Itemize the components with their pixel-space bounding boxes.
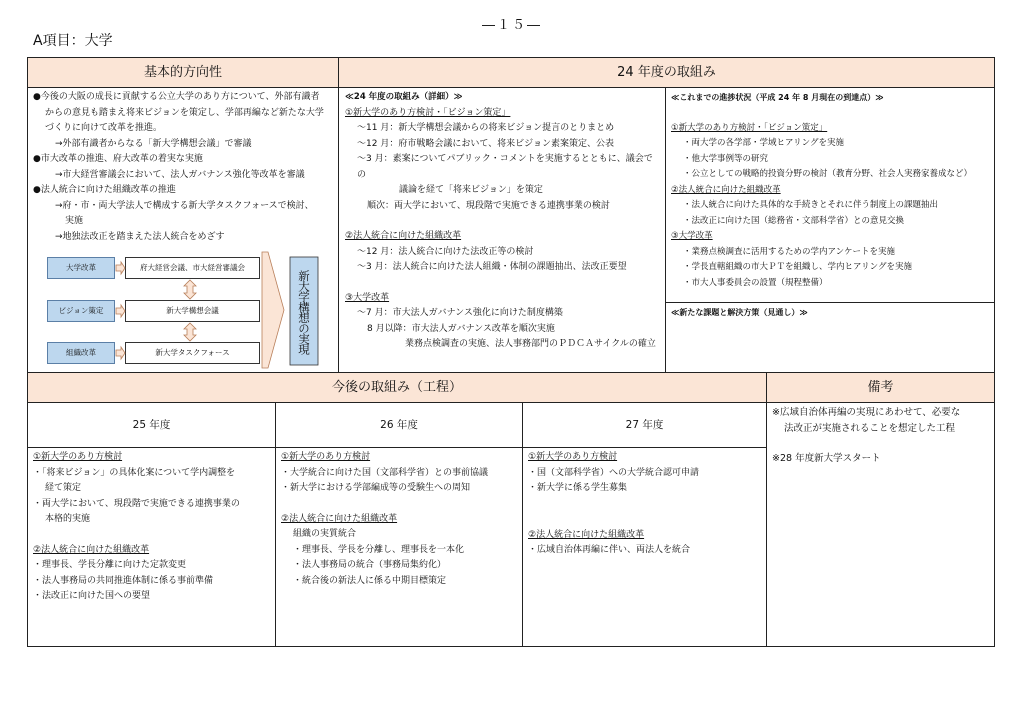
year-25-line: ・「将来ビジョン」の具体化案について学内調整を: [33, 467, 236, 478]
policy-line: づくりに向けて改革を推進。: [45, 123, 163, 133]
policy-line: ●今後の大阪の成長に貢献する公立大学のあり方について、外部有識者: [33, 92, 320, 102]
right-arrow-icon: [116, 262, 125, 359]
future-title: 今後の取組み（工程）: [331, 380, 462, 395]
fy24-detail-section-title: ①新大学のあり方検討・「ビジョン策定」: [345, 107, 511, 118]
fy24-progress-heading: ≪これまでの進捗状況（平成 24 年 8 月現在の到達点）≫: [671, 93, 884, 102]
year-27-block-title: ①新大学のあり方検討: [528, 452, 618, 462]
fy24-detail-line: ～3 月：法人統合に向けた法人組織・体制の課題抽出、法改正要望: [357, 262, 627, 272]
year-26-line: 組織の実質統合: [293, 529, 357, 539]
year-26-content: [275, 447, 523, 647]
year-26-line: ・理事長、学長を分離し、理事長を一本化: [293, 544, 465, 555]
remarks-header: [766, 372, 995, 403]
year-25-block-title: ①新大学のあり方検討: [33, 452, 123, 462]
fy24-progress-section-title: ③大学改革: [671, 231, 713, 241]
year-25-line: ・法改正に向けた国への要望: [33, 591, 151, 601]
policy-line: →地独法改正を踏まえた法人統合をめざす: [55, 231, 225, 242]
year-25-block-title: ②法人統合に向けた組織改革: [33, 544, 150, 555]
year-26-line: ・法人事務局の統合（事務局集約化）: [293, 560, 447, 570]
fy24-detail-line: 議論を経て「将来ビジョン」を策定: [399, 185, 543, 195]
fy24-issues-heading: ≪新たな課題と解決方策（見通し）≫: [671, 308, 808, 317]
fy24-progress-line: ・両大学の各学部・学域ヒアリングを実施: [683, 138, 844, 148]
fy24-detail-heading: ≪24 年度の取組み（詳細）≫: [345, 92, 463, 102]
fy24-detail-section-title: ②法人統合に向けた組織改革: [345, 231, 462, 241]
policy-line: →市大経営審議会において、法人ガバナンス強化等改革を審議: [55, 169, 305, 180]
fy24-progress-cell: [665, 87, 995, 303]
fy24-progress-line: ・他大学事例等の研究: [683, 153, 769, 164]
diagram-box-taskforce: 新大学タスクフォース: [125, 342, 260, 364]
big-arrow-icon: [262, 252, 284, 368]
year-26-block-title: ①新大学のあり方検討: [281, 452, 371, 462]
remarks-line: 法改正が実施されることを想定した工程: [784, 422, 956, 434]
year-27-line: ・新大学に係る学生募集: [528, 483, 628, 493]
year-27-block-title: ②法人統合に向けた組織改革: [528, 529, 645, 540]
policy-line: ●市大改革の推進、府大改革の着実な実施: [33, 154, 203, 164]
year-27-line: ・広域自治体再編に伴い、両法人を統合: [528, 545, 691, 555]
fy24-header: [338, 57, 995, 88]
policy-line: ●法人統合に向けた組織改革の推進: [33, 185, 176, 195]
fy24-issues-cell: [665, 302, 995, 373]
fy24-detail-line: 業務点検調査の実施、法人事務部門のＰＤＣＡサイクルの確立: [405, 339, 656, 349]
fy24-detail-cell: [338, 87, 666, 373]
policy-line: →外部有識者からなる「新大学構想会議」で審議: [55, 138, 252, 149]
diagram-connectors: [0, 0, 340, 380]
remarks-title: 備考: [867, 380, 894, 395]
diagram-box-management: 府大経営会議、市大経営審議会: [125, 257, 260, 279]
remarks-line: ※広域自治体再編の実現にあわせて、必要な: [772, 407, 961, 418]
fy24-detail-line: ～12 月：法人統合に向けた法改正等の検討: [357, 246, 534, 257]
future-header: [27, 372, 767, 403]
fy24-progress-section-title: ①新大学のあり方検討・「ビジョン策定」: [671, 122, 828, 133]
section-label: A項目：大学: [33, 33, 113, 49]
policy-line: からの意見も踏まえ将来ビジョンを策定し、学部再編など新たな大学: [45, 107, 324, 118]
year-25-line: ・法人事務局の共同推進体制に係る事前準備: [33, 575, 214, 586]
fy24-detail-line: ～11 月：新大学構想会議からの将来ビジョン提言のとりまとめ: [357, 123, 615, 133]
diagram-result-text: 新大学構想の実現: [297, 270, 311, 354]
diagram-label-university-reform: 大学改革: [47, 257, 115, 279]
diagram-label-organization: 組織改革: [47, 342, 115, 364]
diagram-label-vision: ビジョン策定: [47, 300, 115, 322]
fy24-detail-section-title: ③大学改革: [345, 292, 390, 303]
policy-line: →府・市・両大学法人で構成する新大学タスクフォースで検討、: [55, 200, 314, 211]
year-25-line: ・理事長、学長分離に向けた定款変更: [33, 560, 187, 570]
page-number: ―１５―: [481, 18, 542, 33]
year-26-line: ・大学統合に向けた国（文部科学省）との事前協議: [281, 467, 489, 478]
year-25-line: 本格的実施: [45, 514, 91, 524]
fy24-progress-line: ・公立としての戦略的投資分野の検討（教育分野、社会人実務家養成など）: [683, 169, 973, 179]
fy24-progress-line: ・法改正に向けた国（総務省・文部科学省）との意見交換: [683, 215, 905, 226]
policy-line: 実施: [65, 216, 84, 226]
fy24-progress-line: ・学長直轄組織の市大ＰＴを組織し、学内ヒアリングを実施: [683, 262, 912, 272]
double-arrow-icon: [184, 280, 196, 341]
remarks-content: [766, 402, 995, 647]
fy24-progress-line: ・業務点検調査に活用するための学内アンケートを実施: [683, 246, 895, 257]
fy24-title: 24 年度の取組み: [617, 65, 716, 80]
fy24-progress-line: ・市大人事委員会の設置（規程整備）: [683, 277, 828, 288]
diagram-box-vision-council: 新大学構想会議: [125, 300, 260, 322]
year-header-26: 26 年度: [275, 402, 523, 448]
fy24-detail-line: ～3 月：素案についてパブリック・コメントを実施するとともに、議会での: [357, 154, 653, 180]
year-26-line: ・統合後の新法人に係る中期目標策定: [293, 575, 447, 586]
year-25-line: 経て策定: [45, 483, 82, 493]
year-header-27: 27 年度: [522, 402, 767, 448]
year-27-line: ・国（文部科学省）への大学統合認可申請: [528, 467, 700, 478]
year-27-content: [522, 447, 767, 647]
fy24-detail-line: 順次：両大学において、現段階で実施できる連携事業の検討: [367, 200, 610, 211]
fy24-detail-line: 8 月以降：市大法人ガバナンス改革を順次実施: [367, 323, 555, 334]
fy24-progress-line: ・法人統合に向けた具体的な手続きとそれに伴う制度上の課題抽出: [683, 200, 939, 210]
year-header-25: 25 年度: [27, 402, 276, 448]
year-26-line: ・新大学における学部編成等の受験生への周知: [281, 483, 471, 493]
fy24-detail-line: ～7 月：市大法人ガバナンス強化に向けた制度構築: [357, 308, 563, 318]
policy-title: 基本的方向性: [143, 65, 222, 80]
year-26-block-title: ②法人統合に向けた組織改革: [281, 513, 398, 524]
fy24-progress-section-title: ②法人統合に向けた組織改革: [671, 184, 781, 195]
year-25-line: ・両大学において、現段階で実施できる連携事業の: [33, 498, 240, 509]
remarks-line: ※28 年度新大学スタート: [772, 453, 881, 464]
year-25-content: [27, 447, 276, 647]
fy24-detail-line: ～12 月：府市戦略会議において、将来ビジョン素案策定、公表: [357, 138, 614, 149]
